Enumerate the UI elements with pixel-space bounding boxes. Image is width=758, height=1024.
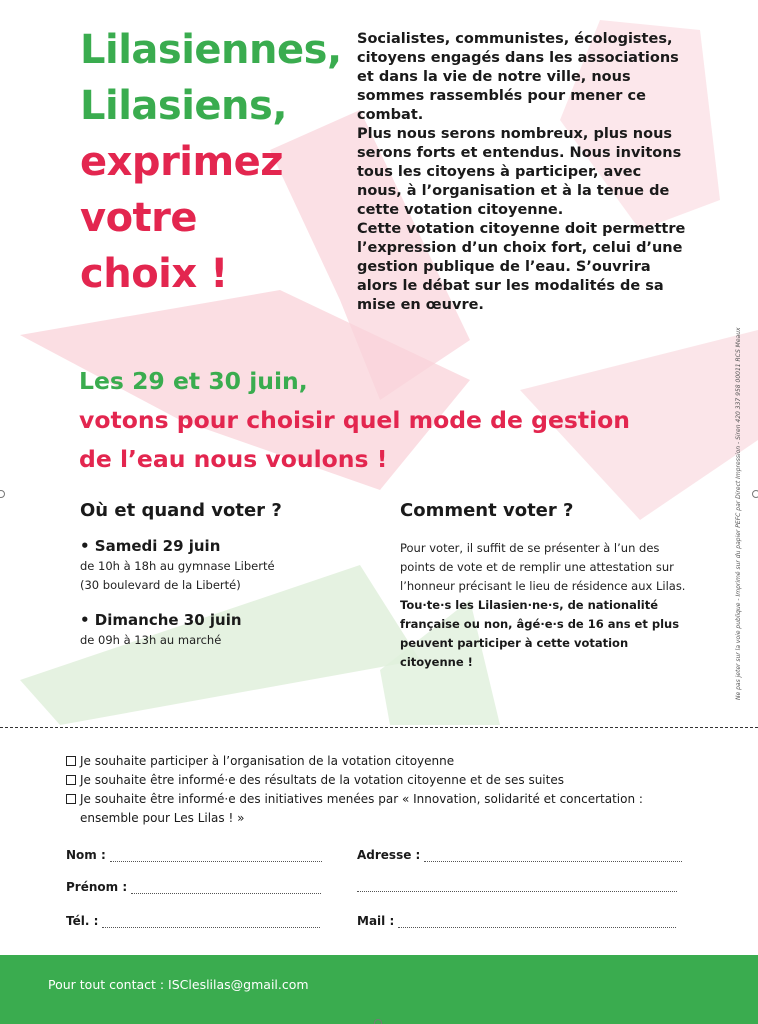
nom-label: Nom : [66, 848, 106, 862]
prenom-input-line[interactable] [131, 882, 321, 894]
checkbox-organisation[interactable] [66, 756, 76, 766]
headline-line-4: votre [80, 195, 198, 241]
check-label-initiatives-cont: ensemble pour Les Lilas ! » [80, 811, 245, 825]
headline-line-1: Lilasiennes, [80, 27, 342, 73]
intro-paragraph-1: Socialistes, communistes, écologistes, citoyens engagés dans les associations et dans la vie de notre ville, nous sommes rassemblés pour mener ce combat. [357, 31, 679, 123]
adresse-input-line-2[interactable] [357, 880, 677, 892]
where-section [80, 500, 380, 664]
intro-paragraph-3: Cette votation citoyenne doit permettre l’expression d’un choix fort, celui d’une gestion publique de l’eau. S’ouvrira alors le débat sur les modalités de sa mise en œuvre. [357, 221, 686, 313]
vote-banner-line-3: de l’eau nous voulons ! [79, 445, 388, 473]
checkbox-results[interactable] [66, 775, 76, 785]
check-label-organisation: Je souhaite participer à l’organisation de la votation citoyenne [80, 754, 455, 768]
prenom-label: Prénom : [66, 880, 128, 894]
check-label-results: Je souhaite être informé·e des résultats de la votation citoyenne et de ses suites [80, 773, 564, 787]
headline-line-3: exprimez [80, 139, 284, 185]
mail-input-line[interactable] [398, 916, 676, 928]
nom-field[interactable] [66, 848, 322, 862]
day-sunday-hours: de 09h à 13h au marché [80, 633, 222, 647]
footer-contact[interactable]: Pour tout contact : ISCleslilas@gmail.com [48, 977, 309, 992]
mail-field[interactable] [357, 914, 676, 928]
tel-field[interactable] [66, 914, 320, 928]
day-saturday-hours: de 10h à 18h au gymnase Liberté [80, 559, 275, 573]
day-saturday-title: • Samedi 29 juin [80, 537, 221, 555]
checkbox-initiatives[interactable] [66, 794, 76, 804]
adresse-second-line[interactable] [357, 880, 677, 892]
headline-line-5: choix ! [80, 251, 228, 297]
form-checkboxes [66, 752, 716, 828]
check-row-organisation[interactable] [66, 752, 716, 771]
how-section [400, 500, 690, 672]
registration-mark-bottom [374, 1019, 382, 1024]
tel-label: Tél. : [66, 914, 99, 928]
day-saturday [80, 535, 380, 595]
adresse-label: Adresse : [357, 848, 421, 862]
check-label-initiatives: Je souhaite être informé·e des initiatives menées par « Innovation, solidarité et concertation : [80, 792, 643, 806]
headline-line-2: Lilasiens, [80, 83, 288, 129]
intro-text [357, 30, 687, 315]
vote-banner [79, 362, 699, 479]
day-sunday [80, 609, 380, 650]
intro-paragraph-2: Plus nous serons nombreux, plus nous serons forts et entendus. Nous invitons tous les citoyens à participer, avec nous, à l’organisation et à la tenue de cette votation citoyenne. [357, 126, 682, 218]
how-title: Comment voter ? [400, 500, 574, 521]
check-row-results[interactable] [66, 771, 716, 790]
footer [0, 955, 758, 1024]
mail-label: Mail : [357, 914, 395, 928]
where-title: Où et quand voter ? [80, 500, 282, 521]
prenom-field[interactable] [66, 880, 321, 894]
vote-banner-line-1: Les 29 et 30 juin, [79, 367, 308, 395]
day-saturday-address: (30 boulevard de la Liberté) [80, 578, 241, 592]
adresse-input-line[interactable] [424, 850, 682, 862]
registration-mark-right [752, 490, 758, 498]
cut-line [0, 727, 758, 728]
nom-input-line[interactable] [110, 850, 322, 862]
tel-input-line[interactable] [102, 916, 320, 928]
headline [80, 22, 350, 302]
how-text: Pour voter, il suffit de se présenter à l’un des points de vote et de remplir une attestation sur l’honneur précisant le lieu de résidence aux Lilas. [400, 541, 686, 593]
legal-side-note: Ne pas jeter sur la voie publique - Imprimé sur du papier PEFC par Direct Impression - Siren 420 337 958 00011 RCS Meaux [735, 327, 742, 700]
how-eligibility: Tou·te·s les Lilasien·ne·s, de nationalité française ou non, âgé·e·s de 16 ans et plus peuvent participer à cette votation citoyenne ! [400, 598, 680, 669]
check-row-initiatives[interactable] [66, 790, 716, 809]
day-sunday-title: • Dimanche 30 juin [80, 611, 242, 629]
adresse-field[interactable] [357, 848, 682, 862]
vote-banner-line-2: votons pour choisir quel mode de gestion [79, 406, 631, 434]
